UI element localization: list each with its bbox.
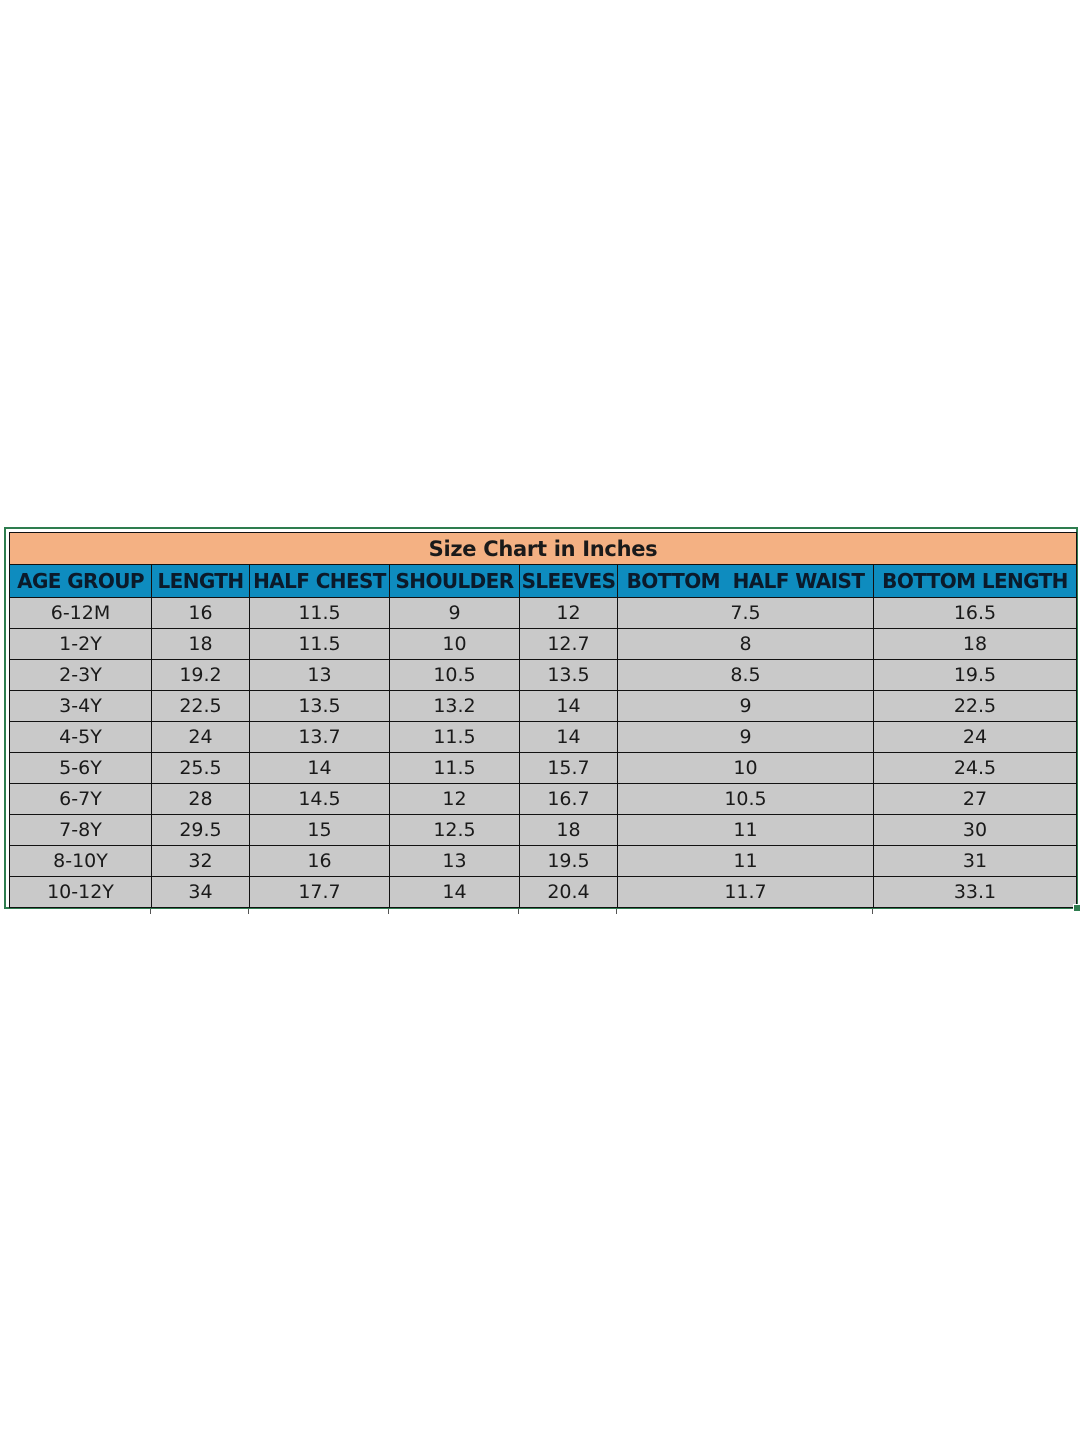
age-group-cell[interactable]: 6-7Y bbox=[10, 784, 152, 815]
measurement-cell[interactable]: 18 bbox=[874, 629, 1077, 660]
age-group-cell[interactable]: 10-12Y bbox=[10, 877, 152, 908]
measurement-cell[interactable]: 15 bbox=[250, 815, 390, 846]
measurement-cell[interactable]: 16.5 bbox=[874, 598, 1077, 629]
measurement-cell[interactable]: 13.5 bbox=[250, 691, 390, 722]
age-group-cell[interactable]: 6-12M bbox=[10, 598, 152, 629]
measurement-cell[interactable]: 15.7 bbox=[520, 753, 618, 784]
measurement-cell[interactable]: 12.5 bbox=[390, 815, 520, 846]
table-row bbox=[10, 629, 1077, 660]
measurement-cell[interactable]: 14 bbox=[520, 691, 618, 722]
measurement-cell[interactable]: 18 bbox=[152, 629, 250, 660]
measurement-cell[interactable]: 33.1 bbox=[874, 877, 1077, 908]
age-group-cell[interactable]: 5-6Y bbox=[10, 753, 152, 784]
measurement-cell[interactable]: 10 bbox=[390, 629, 520, 660]
measurement-cell[interactable]: 13.2 bbox=[390, 691, 520, 722]
measurement-cell[interactable]: 11 bbox=[618, 815, 874, 846]
measurement-cell[interactable]: 8.5 bbox=[618, 660, 874, 691]
measurement-cell[interactable]: 11.5 bbox=[250, 629, 390, 660]
measurement-cell[interactable]: 8 bbox=[618, 629, 874, 660]
column-header[interactable]: SHOULDER bbox=[390, 565, 520, 598]
title-row bbox=[10, 533, 1077, 565]
measurement-cell[interactable]: 19.2 bbox=[152, 660, 250, 691]
table-row bbox=[10, 691, 1077, 722]
table-body bbox=[10, 598, 1077, 908]
measurement-cell[interactable]: 24.5 bbox=[874, 753, 1077, 784]
measurement-cell[interactable]: 19.5 bbox=[874, 660, 1077, 691]
column-header[interactable]: BOTTOM LENGTH bbox=[874, 565, 1077, 598]
measurement-cell[interactable]: 31 bbox=[874, 846, 1077, 877]
measurement-cell[interactable]: 18 bbox=[520, 815, 618, 846]
measurement-cell[interactable]: 11.5 bbox=[390, 722, 520, 753]
age-group-cell[interactable]: 1-2Y bbox=[10, 629, 152, 660]
measurement-cell[interactable]: 22.5 bbox=[874, 691, 1077, 722]
measurement-cell[interactable]: 11.5 bbox=[250, 598, 390, 629]
column-header[interactable]: AGE GROUP bbox=[10, 565, 152, 598]
table-row bbox=[10, 753, 1077, 784]
measurement-cell[interactable]: 27 bbox=[874, 784, 1077, 815]
measurement-cell[interactable]: 13 bbox=[250, 660, 390, 691]
measurement-cell[interactable]: 11.5 bbox=[390, 753, 520, 784]
column-header[interactable]: HALF CHEST bbox=[250, 565, 390, 598]
measurement-cell[interactable]: 32 bbox=[152, 846, 250, 877]
measurement-cell[interactable]: 10.5 bbox=[390, 660, 520, 691]
age-group-cell[interactable]: 7-8Y bbox=[10, 815, 152, 846]
measurement-cell[interactable]: 24 bbox=[874, 722, 1077, 753]
table-row bbox=[10, 784, 1077, 815]
measurement-cell[interactable]: 16 bbox=[250, 846, 390, 877]
measurement-cell[interactable]: 9 bbox=[618, 691, 874, 722]
age-group-cell[interactable]: 3-4Y bbox=[10, 691, 152, 722]
table-row bbox=[10, 846, 1077, 877]
column-header[interactable]: SLEEVES bbox=[520, 565, 618, 598]
measurement-cell[interactable]: 11 bbox=[618, 846, 874, 877]
age-group-cell[interactable]: 2-3Y bbox=[10, 660, 152, 691]
measurement-cell[interactable]: 24 bbox=[152, 722, 250, 753]
table-row bbox=[10, 660, 1077, 691]
measurement-cell[interactable]: 25.5 bbox=[152, 753, 250, 784]
measurement-cell[interactable]: 10 bbox=[618, 753, 874, 784]
table-row bbox=[10, 722, 1077, 753]
measurement-cell[interactable]: 13.5 bbox=[520, 660, 618, 691]
measurement-cell[interactable]: 20.4 bbox=[520, 877, 618, 908]
measurement-cell[interactable]: 9 bbox=[390, 598, 520, 629]
table-title[interactable]: Size Chart in Inches bbox=[10, 533, 1077, 565]
column-header[interactable]: LENGTH bbox=[152, 565, 250, 598]
measurement-cell[interactable]: 16.7 bbox=[520, 784, 618, 815]
table-row bbox=[10, 877, 1077, 908]
measurement-cell[interactable]: 22.5 bbox=[152, 691, 250, 722]
grid-continuation-lines bbox=[4, 909, 1078, 914]
measurement-cell[interactable]: 10.5 bbox=[618, 784, 874, 815]
measurement-cell[interactable]: 30 bbox=[874, 815, 1077, 846]
measurement-cell[interactable]: 11.7 bbox=[618, 877, 874, 908]
measurement-cell[interactable]: 28 bbox=[152, 784, 250, 815]
size-chart-sheet bbox=[4, 527, 1078, 909]
size-chart-table bbox=[9, 532, 1077, 908]
age-group-cell[interactable]: 8-10Y bbox=[10, 846, 152, 877]
measurement-cell[interactable]: 13 bbox=[390, 846, 520, 877]
measurement-cell[interactable]: 19.5 bbox=[520, 846, 618, 877]
measurement-cell[interactable]: 14 bbox=[520, 722, 618, 753]
measurement-cell[interactable]: 34 bbox=[152, 877, 250, 908]
measurement-cell[interactable]: 9 bbox=[618, 722, 874, 753]
measurement-cell[interactable]: 12.7 bbox=[520, 629, 618, 660]
measurement-cell[interactable]: 29.5 bbox=[152, 815, 250, 846]
column-header[interactable]: BOTTOM HALF WAIST bbox=[618, 565, 874, 598]
measurement-cell[interactable]: 14 bbox=[250, 753, 390, 784]
measurement-cell[interactable]: 12 bbox=[520, 598, 618, 629]
measurement-cell[interactable]: 17.7 bbox=[250, 877, 390, 908]
measurement-cell[interactable]: 7.5 bbox=[618, 598, 874, 629]
measurement-cell[interactable]: 14 bbox=[390, 877, 520, 908]
age-group-cell[interactable]: 4-5Y bbox=[10, 722, 152, 753]
header-row bbox=[10, 565, 1077, 598]
table-row bbox=[10, 815, 1077, 846]
measurement-cell[interactable]: 16 bbox=[152, 598, 250, 629]
measurement-cell[interactable]: 12 bbox=[390, 784, 520, 815]
table-row bbox=[10, 598, 1077, 629]
measurement-cell[interactable]: 13.7 bbox=[250, 722, 390, 753]
measurement-cell[interactable]: 14.5 bbox=[250, 784, 390, 815]
